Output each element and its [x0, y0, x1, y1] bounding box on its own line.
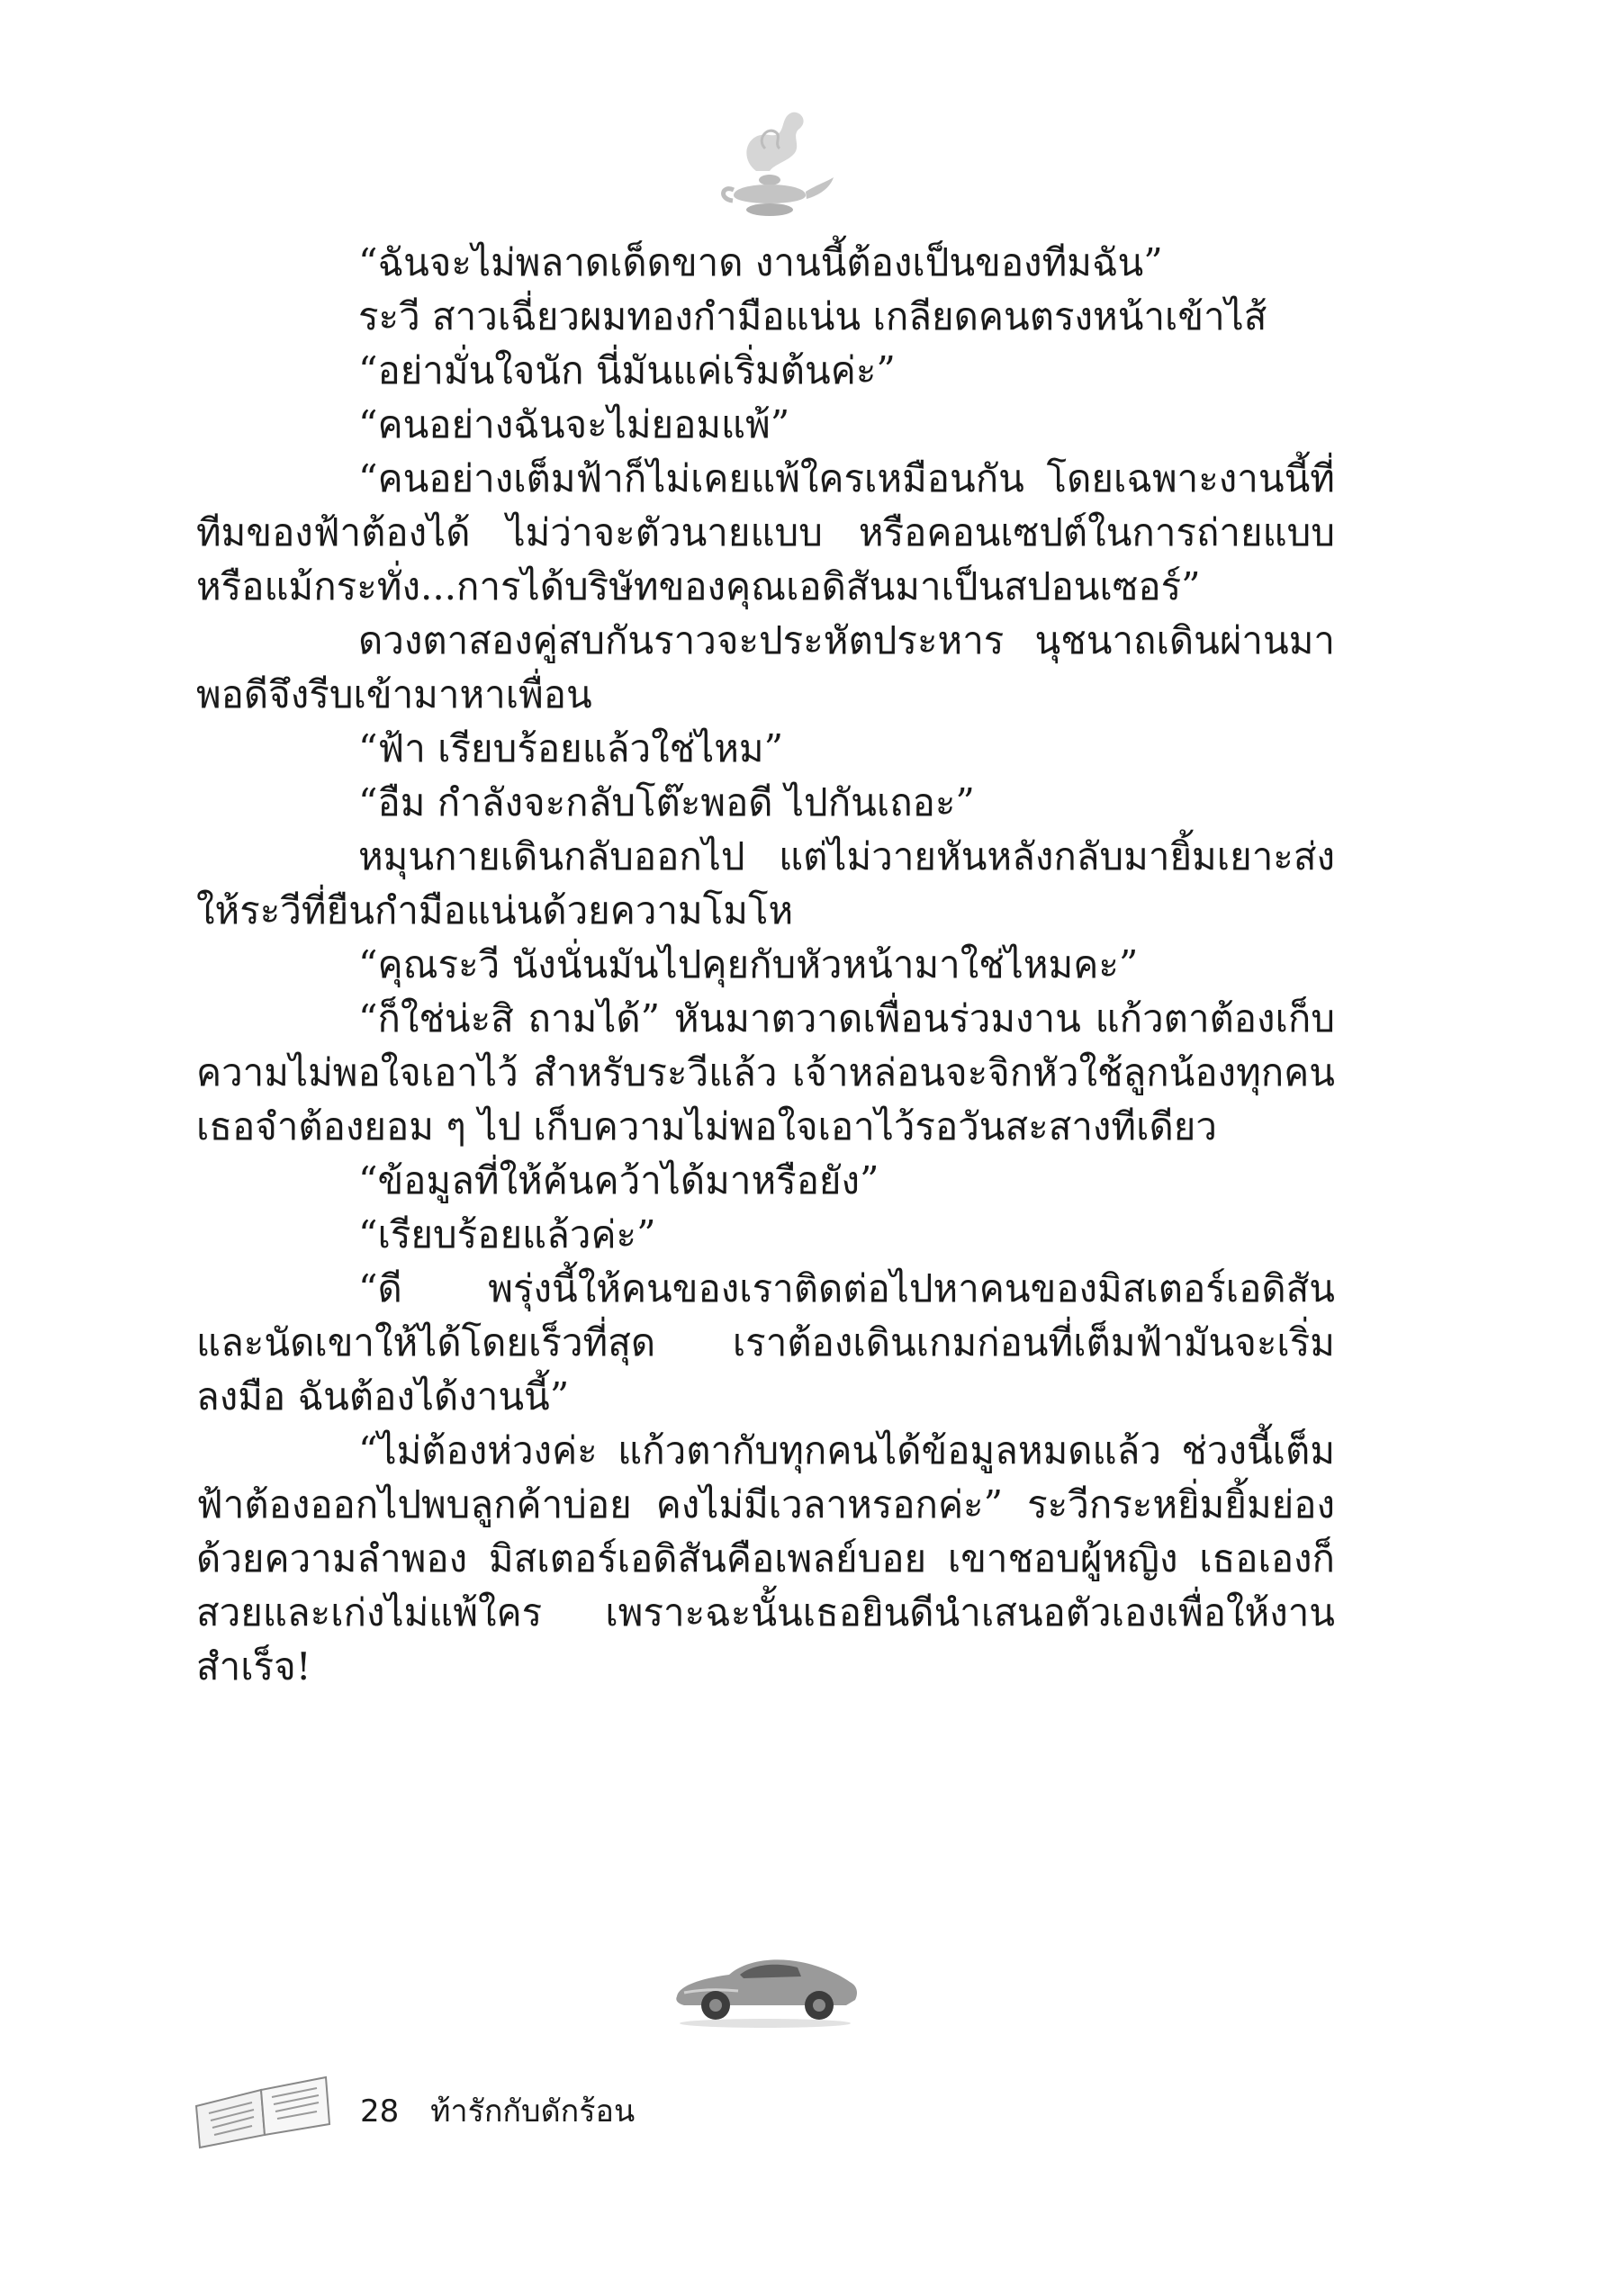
- paragraph: “ฉันจะไม่พลาดเด็ดขาด งานนี้ต้องเป็นของทีมฉัน”: [358, 240, 1163, 284]
- paragraph: “ไม่ต้องห่วงค่ะ แก้วตากับทุกคนได้ข้อมูลหมดแล้ว ช่วงนี้เต็มฟ้าต้องออกไปพบลูกค้าบ่อย คงไม่มีเวลาหรอกค่ะ” ระวีกระหยิ่มยิ้มย่องด้วยความลำพอง มิสเตอร์เอดิสันคือเพลย์บอย เขาชอบผู้หญิง เธอเองก็สวยและเก่งไม่แพ้ใคร เพราะฉะนั้นเธอยินดีนำเสนอตัวเองเพื่อให้งานสำเร็จ!: [196, 1428, 1335, 1688]
- genie-lamp-icon: [702, 95, 837, 230]
- page-footer: [360, 2086, 656, 2135]
- paragraph: ดวงตาสองคู่สบกันราวจะประหัตประหาร นุชนาถเดินผ่านมาพอดีจึงรีบเข้ามาหาเพื่อน: [196, 618, 1335, 716]
- paragraph: “ก็ใช่น่ะสิ ถามได้” หันมาตวาดเพื่อนร่วมงาน แก้วตาต้องเก็บความไม่พอใจเอาไว้ สำหรับระวีแล้ว เจ้าหล่อนจะจิกหัวใช้ลูกน้องทุกคน เธอจำต้องยอม ๆ ไป เก็บความไม่พอใจเอาไว้รอวันสะสางทีเดียว: [196, 996, 1335, 1148]
- body-text: [196, 236, 1335, 1694]
- sports-car-icon: [666, 1933, 864, 2032]
- paragraph: “คุณระวี นังนั่นมันไปคุยกับหัวหน้ามาใช่ไหมคะ”: [358, 942, 1139, 986]
- paragraph: “คนอย่างเต็มฟ้าก็ไม่เคยแพ้ใครเหมือนกัน โดยเฉพาะงานนี้ที่ทีมของฟ้าต้องได้ ไม่ว่าจะตัวนายแบบ หรือคอนเซปต์ในการถ่ายแบบ หรือแม้กระทั่ง...การได้บริษัทของคุณเอดิสันมาเป็นสปอนเซอร์”: [196, 456, 1335, 608]
- paragraph: “อืม กำลังจะกลับโต๊ะพอดี ไปกันเถอะ”: [358, 780, 975, 824]
- paragraph: “ฟ้า เรียบร้อยแล้วใช่ไหม”: [358, 726, 784, 770]
- paragraph: ระวี สาวเฉี่ยวผมทองกำมือแน่น เกลียดคนตรงหน้าเข้าไส้: [358, 294, 1267, 338]
- page-number: 28: [360, 2093, 400, 2129]
- paragraph: “ข้อมูลที่ให้ค้นคว้าได้มาหรือยัง”: [358, 1158, 879, 1202]
- paragraph: หมุนกายเดินกลับออกไป แต่ไม่วายหันหลังกลับมายิ้มเยาะส่งให้ระวีที่ยืนกำมือแน่นด้วยความโมโห: [196, 834, 1335, 932]
- paragraph: “เรียบร้อยแล้วค่ะ”: [358, 1212, 656, 1256]
- book-title: ท้ารักกับดักร้อน: [430, 2093, 636, 2129]
- paragraph: “ดี พรุ่งนี้ให้คนของเราติดต่อไปหาคนของมิสเตอร์เอดิสัน และนัดเขาให้ได้โดยเร็วที่สุด เราต้องเดินเกมก่อนที่เต็มฟ้ามันจะเริ่มลงมือ ฉันต้องได้งานนี้”: [196, 1266, 1335, 1418]
- paragraph: “คนอย่างฉันจะไม่ยอมแพ้”: [358, 402, 790, 446]
- paragraph: “อย่ามั่นใจนัก นี่มันแค่เริ่มต้นค่ะ”: [358, 348, 896, 392]
- open-book-icon: [191, 2070, 335, 2151]
